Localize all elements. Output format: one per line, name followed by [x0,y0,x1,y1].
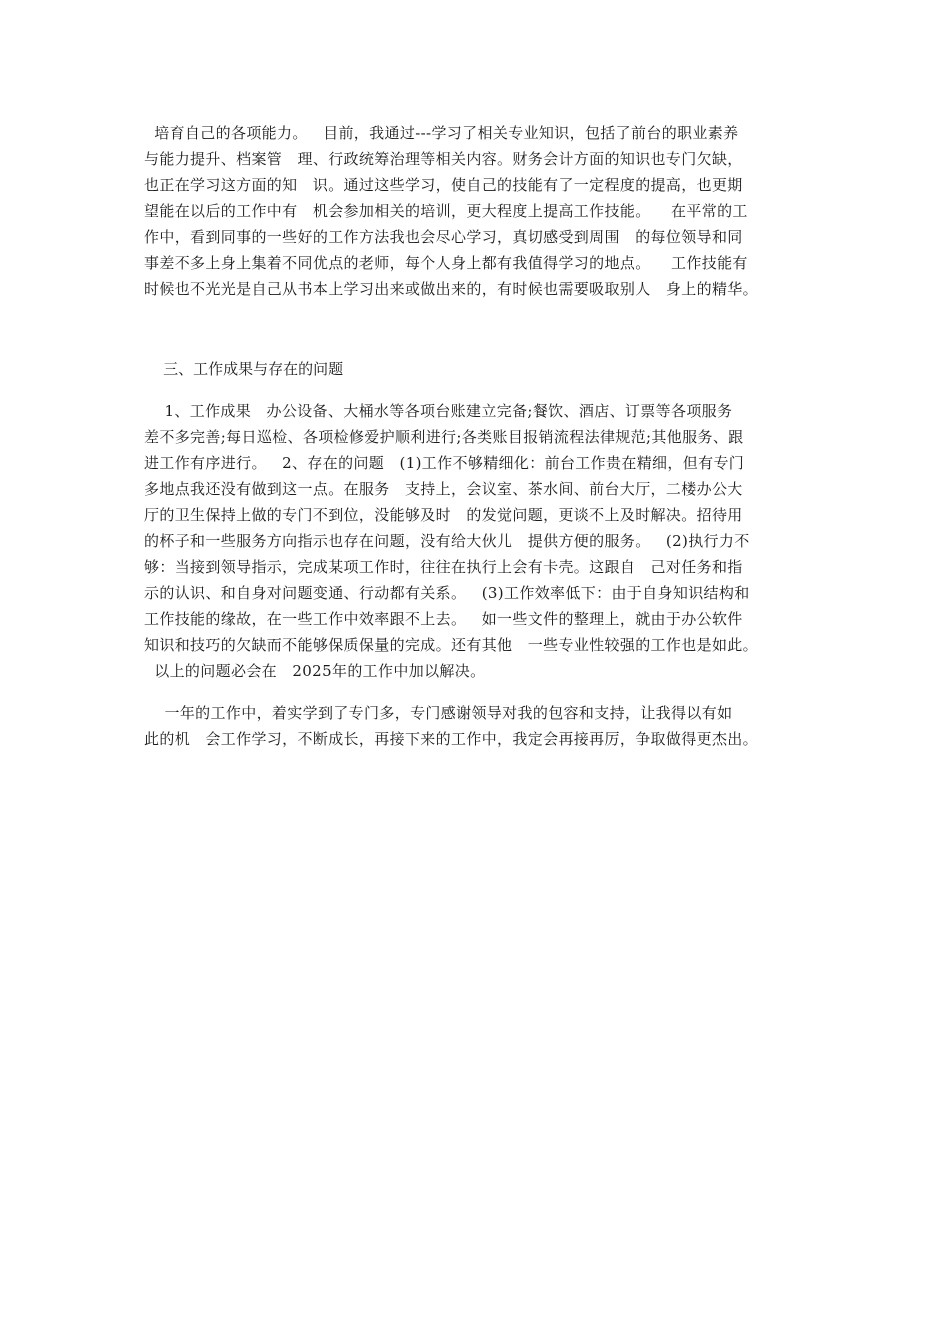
paragraph-closing [144,700,824,752]
text-line: 作中，看到同事的一些好的工作方法我也会尽心学习，真切感受到周围 的每位领导和同 [144,228,743,246]
text-line: 1、工作成果 办公设备、大桶水等各项台账建立完备;餐饮、酒店、订票等各项服务 [144,402,733,420]
text-line: 事差不多上身上集着不同优点的老师，每个人身上都有我值得学习的地点。 工作技能有 [144,254,748,272]
text-line: 知识和技巧的欠缺而不能够保质保量的完成。还有其他 一些专业性较强的工作也是如此。 [144,636,759,654]
text-line: 一年的工作中，着实学到了专门多，专门感谢领导对我的包容和支持，让我得以有如 [144,704,733,722]
text-line: 以上的问题必会在 2025年的工作中加以解决。 [144,662,486,680]
text-line: 的杯子和一些服务方向指示也存在问题，没有给大伙儿 提供方便的服务。 (2)执行力不 [144,532,750,550]
text-line: 工作技能的缘故，在一些工作中效率跟不上去。 如一些文件的整理上，就由于办公软件 [144,610,743,628]
spacer [144,382,824,398]
paragraph-results-and-problems [144,398,824,684]
text-line: 示的认识、和自身对问题变通、行动都有关系。 (3)工作效率低下：由于自身知识结构和 [144,584,750,602]
text-line: 培育自己的各项能力。 目前，我通过---学习了相关专业知识，包括了前台的职业素养 [144,124,739,142]
text-line: 多地点我还没有做到这一点。在服务 支持上，会议室、茶水间、前台大厅，二楼办公大 [144,480,743,498]
text-line: 此的机 会工作学习，不断成长，再接下来的工作中，我定会再接再厉，争取做得更杰出。 [144,730,759,748]
text-line: 时候也不光光是自己从书本上学习出来或做出来的，有时候也需要吸取别人 身上的精华。 [144,280,759,298]
text-line: 也正在学习这方面的知 识。通过这些学习，使自己的技能有了一定程度的提高，也更期 [144,176,743,194]
text-line: 够：当接到领导指示，完成某项工作时，往往在执行上会有卡壳。这跟自 己对任务和指 [144,558,743,576]
document-body [144,120,824,752]
paragraph-ability-growth [144,120,824,302]
section-heading: 三、工作成果与存在的问题 [144,360,344,378]
text-line: 差不多完善;每日巡检、各项检修爱护顺利进行;各类账目报销流程法律规范;其他服务、跟 [144,428,744,446]
spacer [144,302,824,356]
spacer [144,684,824,700]
text-line: 厅的卫生保持上做的专门不到位，没能够及时 的发觉问题，更谈不上及时解决。招待用 [144,506,743,524]
text-line: 与能力提升、档案管 理、行政统筹治理等相关内容。财务会计方面的知识也专门欠缺， [144,150,743,168]
text-line: 进工作有序进行。 2、存在的问题 (1)工作不够精细化：前台工作贵在精细，但有专门 [144,454,745,472]
text-line: 望能在以后的工作中有 机会参加相关的培训，更大程度上提高工作技能。 在平常的工 [144,202,748,220]
